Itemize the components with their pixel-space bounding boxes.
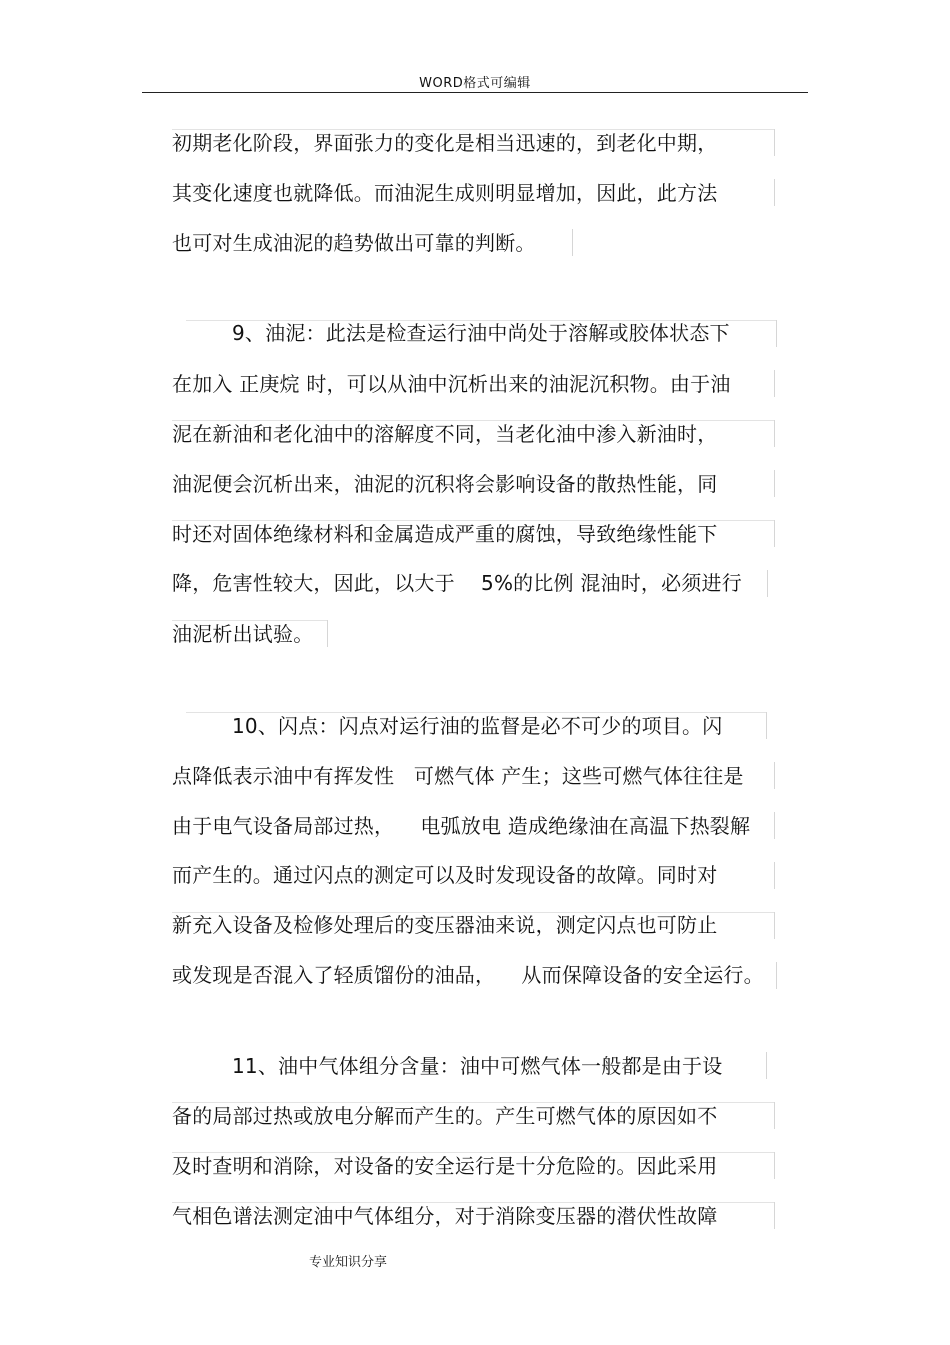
text-line: 初期老化阶段，界面张力的变化是相当迅速的，到老化中期，	[172, 131, 718, 155]
header-divider	[142, 92, 808, 93]
text-line: 新充入设备及检修处理后的变压器油来说，测定闪点也可防止	[172, 913, 718, 937]
line-tick	[774, 862, 775, 889]
line-tick	[774, 179, 775, 206]
text-line: 油泥析出试验。	[172, 622, 314, 646]
line-tick	[774, 470, 775, 497]
text-line: 也可对生成油泥的趋势做出可靠的判断。	[172, 231, 536, 255]
line-tick	[774, 912, 775, 939]
text-line: 在加入 正庚烷 时，可以从油中沉析出来的油泥沉积物。由于油	[172, 372, 731, 396]
text-line: 降，危害性较大，因此，以大于 5%的比例 混油时，必须进行	[172, 571, 742, 595]
line-tick	[766, 1052, 767, 1079]
line-tick	[327, 620, 328, 647]
line-tick	[774, 1152, 775, 1179]
text-line: 气相色谱法测定油中气体组分，对于消除变压器的潜伏性故障	[172, 1204, 718, 1228]
paragraph-first-line: 10、闪点：闪点对运行油的监督是必不可少的项目。闪	[232, 714, 723, 738]
text-line: 及时查明和消除，对设备的安全运行是十分危险的。因此采用	[172, 1154, 718, 1178]
line-tick	[774, 520, 775, 547]
text-line: 时还对固体绝缘材料和金属造成严重的腐蚀，导致绝缘性能下	[172, 522, 718, 546]
text-line: 而产生的。通过闪点的测定可以及时发现设备的故障。同时对	[172, 863, 718, 887]
line-tick	[776, 962, 777, 989]
text-line: 泥在新油和老化油中的溶解度不同，当老化油中渗入新油时，	[172, 422, 718, 446]
page-footer: 专业知识分享	[309, 1255, 388, 1270]
line-tick	[767, 570, 768, 597]
text-line: 由于电气设备局部过热， 电弧放电 造成绝缘油在高温下热裂解	[172, 814, 751, 838]
line-tick	[774, 420, 775, 447]
text-line: 其变化速度也就降低。而油泥生成则明显增加，因此，此方法	[172, 181, 718, 205]
line-tick	[776, 320, 777, 347]
paragraph-first-line: 11、油中气体组分含量：油中可燃气体一般都是由于设	[232, 1054, 723, 1078]
line-tick	[766, 712, 767, 739]
text-line: 备的局部过热或放电分解而产生的。产生可燃气体的原因如不	[172, 1104, 718, 1128]
text-line: 或发现是否混入了轻质馏份的油品， 从而保障设备的安全运行。	[172, 963, 764, 987]
paragraph-first-line: 9、油泥：此法是检查运行油中尚处于溶解或胶体状态下	[232, 321, 730, 345]
header-text: WORD格式可编辑	[419, 76, 531, 91]
line-tick	[774, 1102, 775, 1129]
line-tick	[572, 229, 573, 256]
text-line: 油泥便会沉析出来，油泥的沉积将会影响设备的散热性能，同	[172, 472, 718, 496]
line-tick	[774, 812, 775, 839]
line-tick	[774, 762, 775, 789]
text-line: 点降低表示油中有挥发性 可燃气体 产生；这些可燃气体往往是	[172, 764, 744, 788]
line-tick	[774, 129, 775, 156]
line-tick	[774, 1202, 775, 1229]
line-tick	[774, 370, 775, 397]
